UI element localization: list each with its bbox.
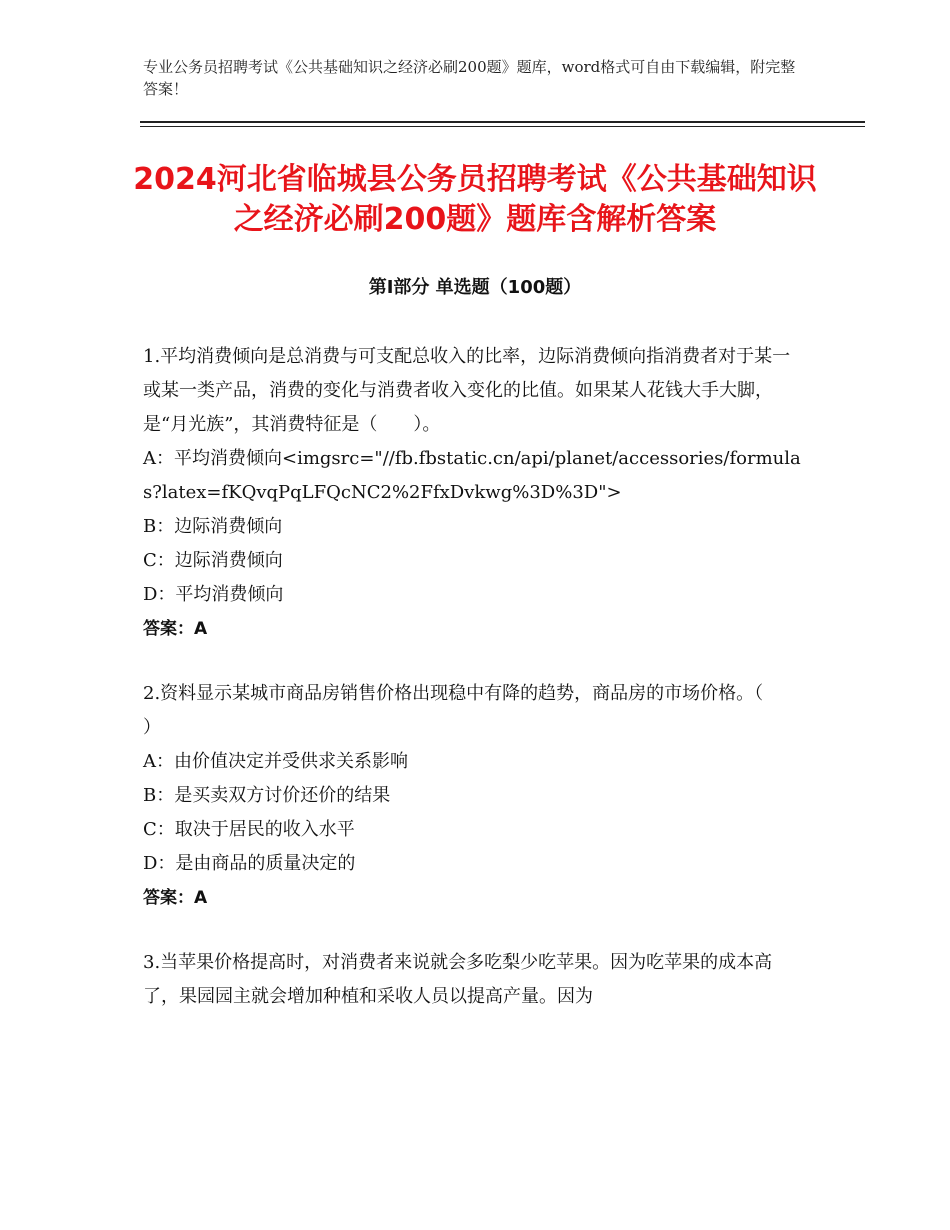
option-c: C：边际消费倾向	[143, 550, 283, 571]
answer: 答案：A	[143, 888, 208, 908]
question-3	[143, 946, 803, 1014]
header-note: 专业公务员招聘考试《公共基础知识之经济必刷200题》题库，word格式可自由下载编辑，附完整答案！	[143, 58, 796, 98]
option-d: D：平均消费倾向	[143, 584, 284, 605]
document-title: 2024河北省临城县公务员招聘考试《公共基础知识之经济必刷200题》题库含解析答案	[133, 162, 817, 237]
question-stem: 2.资料显示某城市商品房销售价格出现稳中有降的趋势，商品房的市场价格。（ ）	[143, 683, 800, 738]
header-divider-thin	[140, 126, 865, 127]
option-b: B：是买卖双方讨价还价的结果	[143, 785, 391, 806]
question-1	[143, 340, 803, 646]
answer: 答案：A	[143, 619, 208, 639]
question-2	[143, 677, 803, 915]
header-divider-thick	[140, 121, 865, 123]
section-title: 第Ⅰ部分 单选题（100题）	[368, 277, 582, 298]
option-b: B：边际消费倾向	[143, 516, 283, 537]
option-c: C：取决于居民的收入水平	[143, 819, 355, 840]
question-stem: 1.平均消费倾向是总消费与可支配总收入的比率，边际消费倾向指消费者对于某一或某一类产品，消费的变化与消费者收入变化的比值。如果某人花钱大手大脚，是“月光族”，其消费特征是（ ）。	[143, 346, 791, 435]
option-a: A：平均消费倾向<imgsrc="//fb.fbstatic.cn/api/planet/accessories/formulas?latex=fKQvqPqLFQcNC2%2FfxDvkwg%3D%3D">	[143, 448, 801, 503]
question-list	[143, 340, 803, 1045]
option-d: D：是由商品的质量决定的	[143, 853, 356, 874]
option-a: A：由价值决定并受供求关系影响	[143, 751, 408, 772]
question-stem: 3.当苹果价格提高时，对消费者来说就会多吃梨少吃苹果。因为吃苹果的成本高了，果园园主就会增加种植和采收人员以提高产量。因为	[143, 952, 773, 1007]
